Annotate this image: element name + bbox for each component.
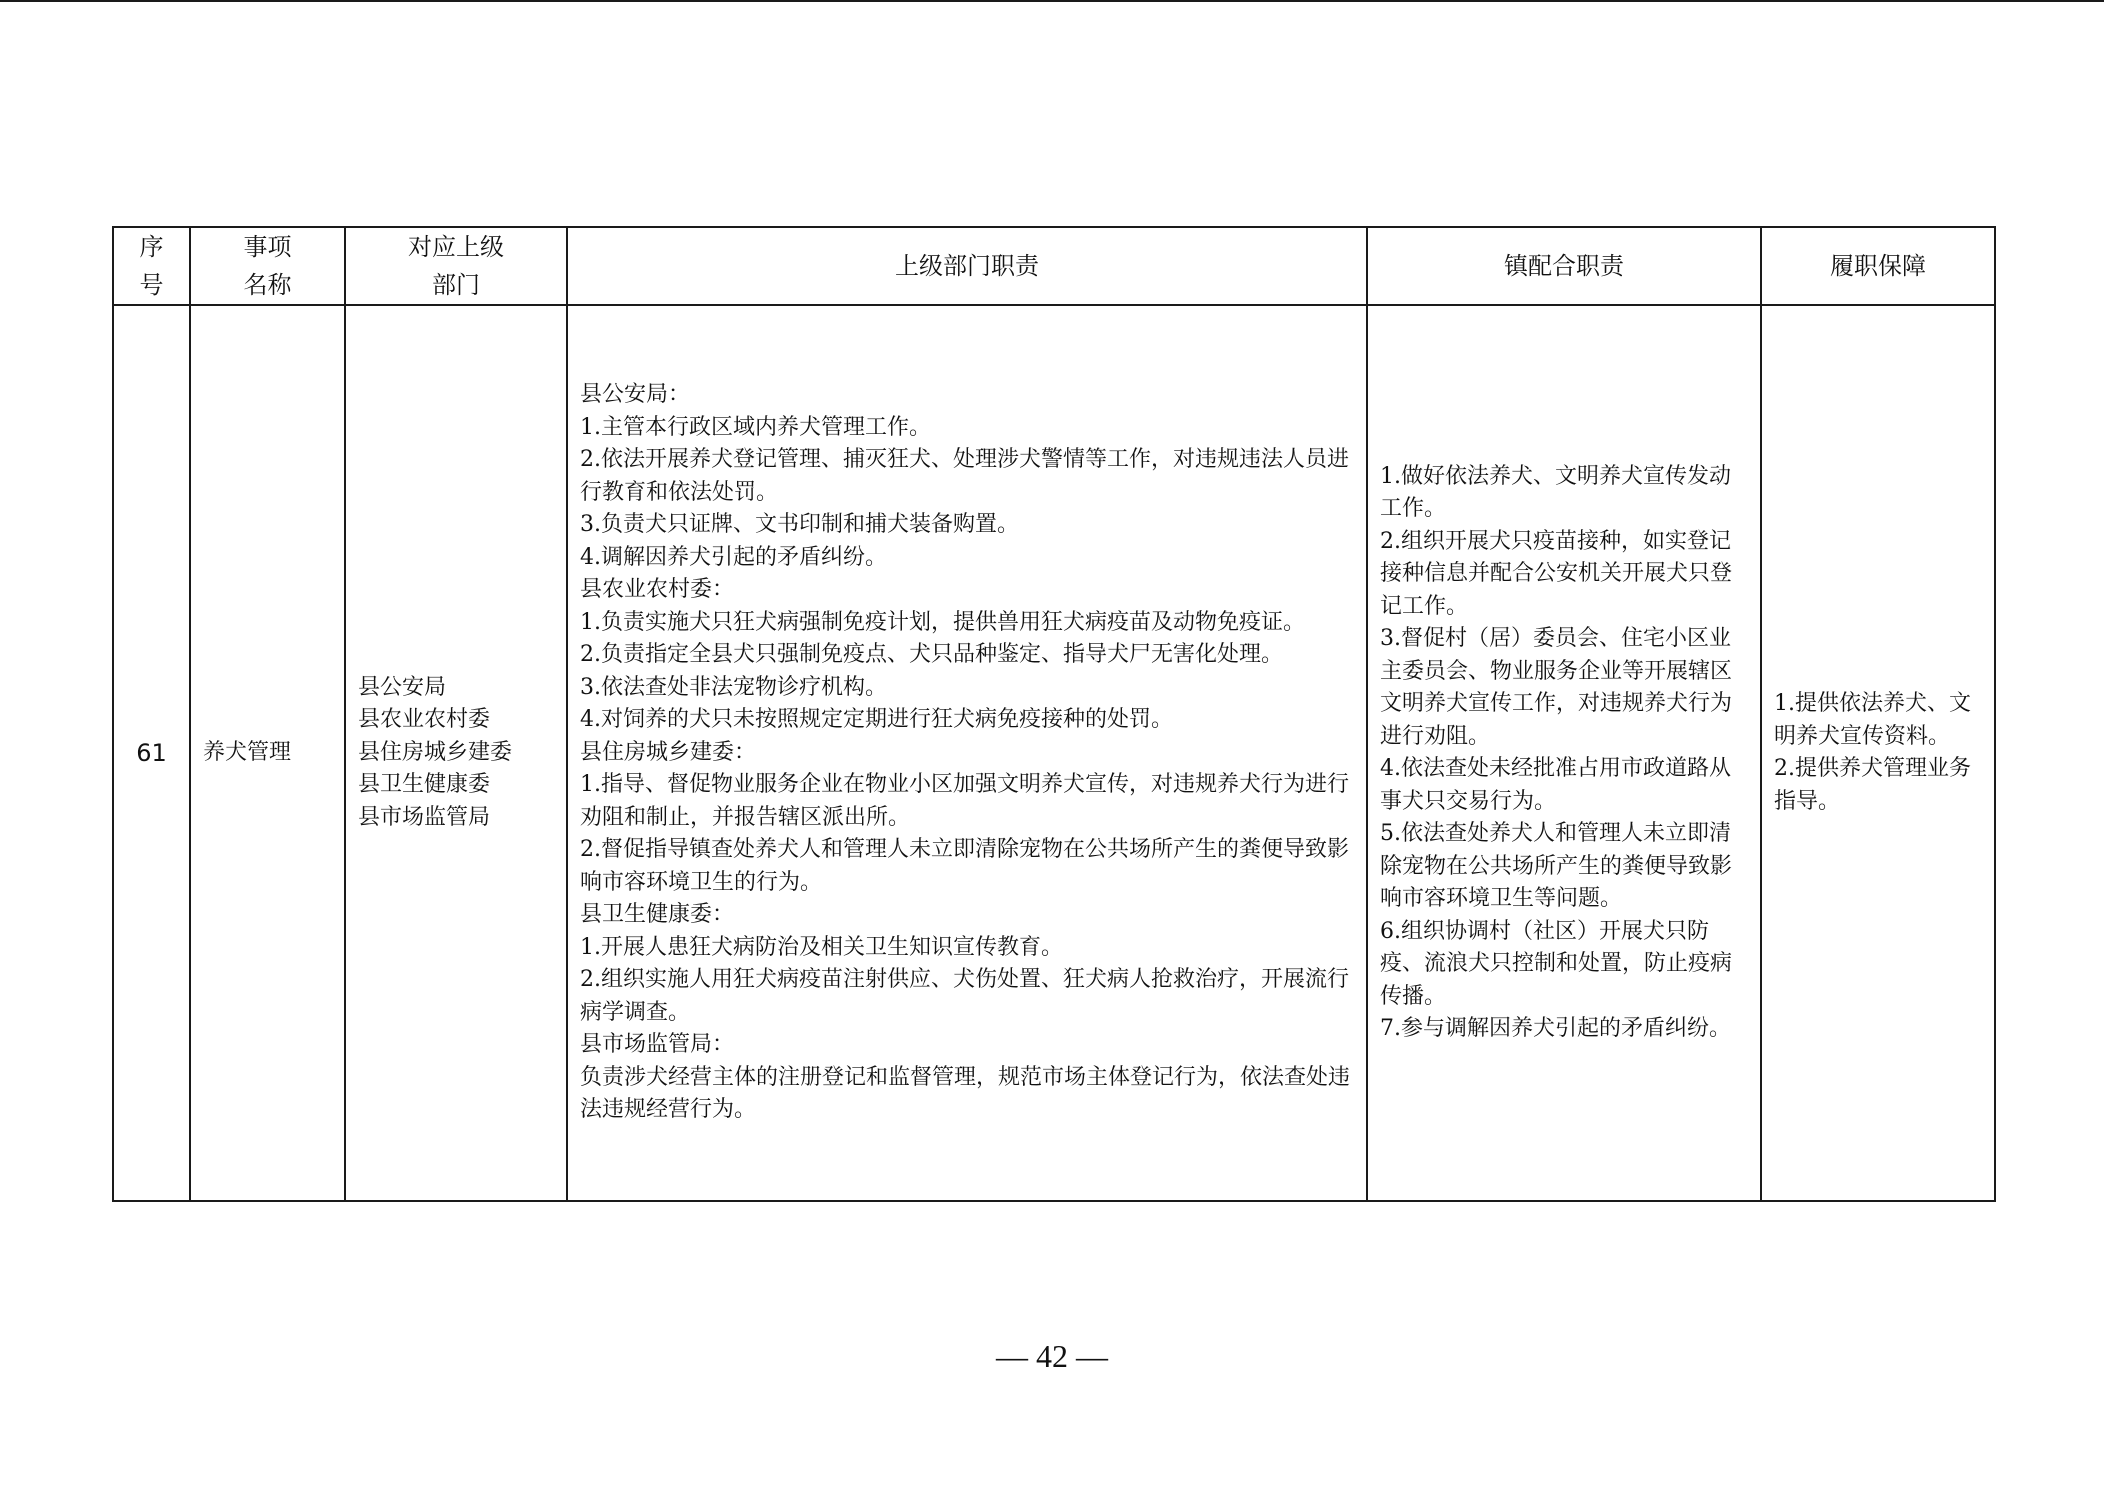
duty-line: 县住房城乡建委： (580, 739, 757, 765)
dept-line: 县农业农村委 (358, 707, 491, 733)
duty-line: 县卫生健康委： (580, 902, 735, 928)
duty-line: 1.负责实施犬只狂犬病强制免疫计划，提供兽用狂犬病疫苗及动物免疫证。 (580, 609, 1305, 635)
dept-line: 县公安局 (358, 674, 447, 700)
duty-line: 1.开展人患狂犬病防治及相关卫生知识宣传教育。 (580, 934, 1063, 960)
duty-line: 4.调解因养犬引起的矛盾纠纷。 (580, 544, 887, 570)
row-item-name: 养犬管理 (190, 305, 345, 1201)
row-departments (345, 305, 567, 1201)
duty-line: 3.依法查处非法宠物诊疗机构。 (580, 674, 887, 700)
town-duty-line: 4.依法查处未经批准占用市政道路从事犬只交易行为。 (1380, 756, 1731, 814)
duty-line: 2.督促指导镇查处养犬人和管理人未立即清除宠物在公共场所产生的粪便导致影响市容环境卫生的行为。 (580, 837, 1349, 895)
duty-line: 2.依法开展养犬登记管理、捕灭狂犬、处理涉犬警情等工作，对违规违法人员进行教育和依法处罚。 (580, 447, 1349, 505)
guarantee-line: 2.提供养犬管理业务指导。 (1774, 756, 1971, 814)
dept-line: 县住房城乡建委 (358, 739, 513, 765)
table-row (113, 305, 1995, 1201)
header-seq: 序 号 (113, 227, 190, 305)
row-town-duties (1367, 305, 1761, 1201)
town-duty-line: 3.督促村（居）委员会、住宅小区业主委员会、物业服务企业等开展辖区文明养犬宣传工作，对违规养犬行为进行劝阻。 (1380, 626, 1733, 749)
town-duty-line: 7.参与调解因养犬引起的矛盾纠纷。 (1380, 1016, 1731, 1041)
dept-line: 县卫生健康委 (358, 772, 491, 798)
header-guarantee: 履职保障 (1761, 227, 1995, 305)
duty-line: 3.负责犬只证牌、文书印制和捕犬装备购置。 (580, 512, 1019, 538)
header-upper-department: 对应上级 部门 (345, 227, 567, 305)
town-duty-line: 5.依法查处养犬人和管理人未立即清除宠物在公共场所产生的粪便导致影响市容环境卫生等问题。 (1380, 821, 1733, 911)
duty-line: 县市场监管局： (580, 1032, 735, 1058)
dept-line: 县市场监管局 (358, 804, 491, 830)
duty-line: 1.指导、督促物业服务企业在物业小区加强文明养犬宣传，对违规养犬行为进行劝阻和制止，并报告辖区派出所。 (580, 772, 1349, 830)
guarantee-line: 1.提供依法养犬、文明养犬宣传资料。 (1774, 691, 1971, 749)
row-guarantee (1761, 305, 1995, 1201)
duty-line: 1.主管本行政区域内养犬管理工作。 (580, 414, 931, 440)
duty-line: 2.负责指定全县犬只强制免疫点、犬只品种鉴定、指导犬尸无害化处理。 (580, 642, 1283, 668)
header-upper-duties: 上级部门职责 (567, 227, 1367, 305)
page-number: — 42 — (996, 1338, 1108, 1374)
top-border-line (0, 0, 2104, 2)
town-duty-line: 2.组织开展犬只疫苗接种，如实登记接种信息并配合公安机关开展犬只登记工作。 (1380, 528, 1733, 619)
duty-line: 4.对饲养的犬只未按照规定定期进行狂犬病免疫接种的处罚。 (580, 707, 1173, 733)
duty-line: 县农业农村委： (580, 577, 735, 603)
duty-table (112, 226, 1996, 1202)
duty-line: 负责涉犬经营主体的注册登记和监督管理，规范市场主体登记行为，依法查处违法违规经营行为。 (580, 1064, 1351, 1123)
duty-line: 2.组织实施人用狂犬病疫苗注射供应、犬伤处置、狂犬病人抢救治疗，开展流行病学调查。 (580, 967, 1349, 1025)
header-town-duties: 镇配合职责 (1367, 227, 1761, 305)
duty-line: 县公安局： (580, 382, 691, 408)
row-seq: 61 (113, 305, 190, 1201)
row-upper-duties (567, 305, 1367, 1201)
table-header-row (113, 227, 1995, 305)
header-item-name: 事项 名称 (190, 227, 345, 305)
town-duty-line: 6.组织协调村（社区）开展犬只防疫、流浪犬只控制和处置，防止疫病传播。 (1380, 918, 1733, 1009)
town-duty-line: 1.做好依法养犬、文明养犬宣传发动工作。 (1380, 463, 1731, 521)
